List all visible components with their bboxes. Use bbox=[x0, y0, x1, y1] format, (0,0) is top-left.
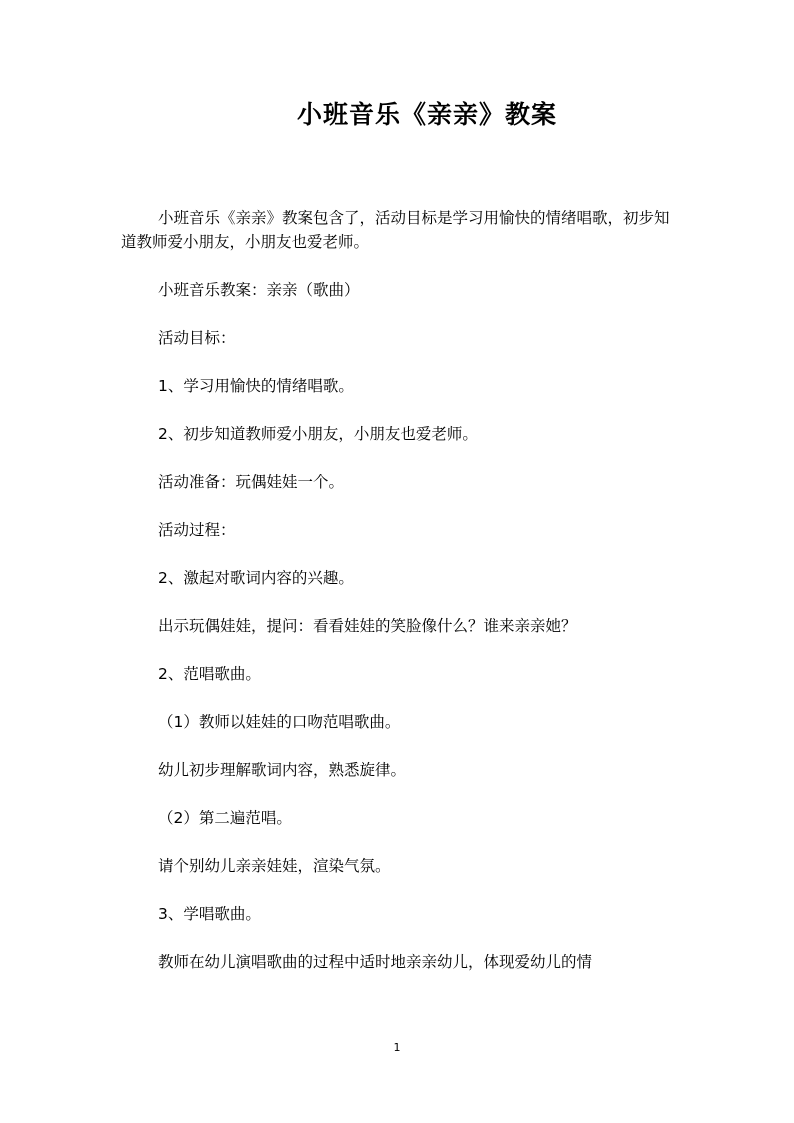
paragraph: 2、激起对歌词内容的兴趣。 bbox=[158, 569, 354, 587]
paragraph: 2、范唱歌曲。 bbox=[158, 665, 261, 683]
paragraph: （2）第二遍范唱。 bbox=[158, 809, 292, 827]
document-title: 小班音乐《亲亲》教案 bbox=[296, 100, 557, 129]
paragraph: 幼儿初步理解歌词内容，熟悉旋律。 bbox=[158, 761, 407, 779]
paragraph: 活动目标： bbox=[158, 329, 236, 347]
paragraph: 活动过程： bbox=[158, 521, 236, 539]
paragraph: 小班音乐教案：亲亲（歌曲） bbox=[158, 281, 360, 299]
paragraph: 请个别幼儿亲亲娃娃，渲染气氛。 bbox=[158, 857, 391, 875]
paragraph: 3、学唱歌曲。 bbox=[158, 905, 261, 923]
paragraph: 2、初步知道教师爱小朋友，小朋友也爱老师。 bbox=[158, 425, 478, 443]
paragraph: 1、学习用愉快的情绪唱歌。 bbox=[158, 377, 354, 395]
paragraph: 教师在幼儿演唱歌曲的过程中适时地亲亲幼儿，体现爱幼儿的情 bbox=[158, 953, 593, 971]
document-body bbox=[121, 206, 677, 998]
paragraph: 出示玩偶娃娃，提问：看看娃娃的笑脸像什么？谁来亲亲她？ bbox=[158, 617, 577, 635]
paragraph-intro: 小班音乐《亲亲》教案包含了，活动目标是学习用愉快的情绪唱歌，初步知道教师爱小朋友，小朋友也爱老师。 bbox=[121, 209, 670, 251]
paragraph: 活动准备：玩偶娃娃一个。 bbox=[158, 473, 345, 491]
paragraph: （1）教师以娃娃的口吻范唱歌曲。 bbox=[158, 713, 401, 731]
page-number: 1 bbox=[393, 1041, 401, 1054]
